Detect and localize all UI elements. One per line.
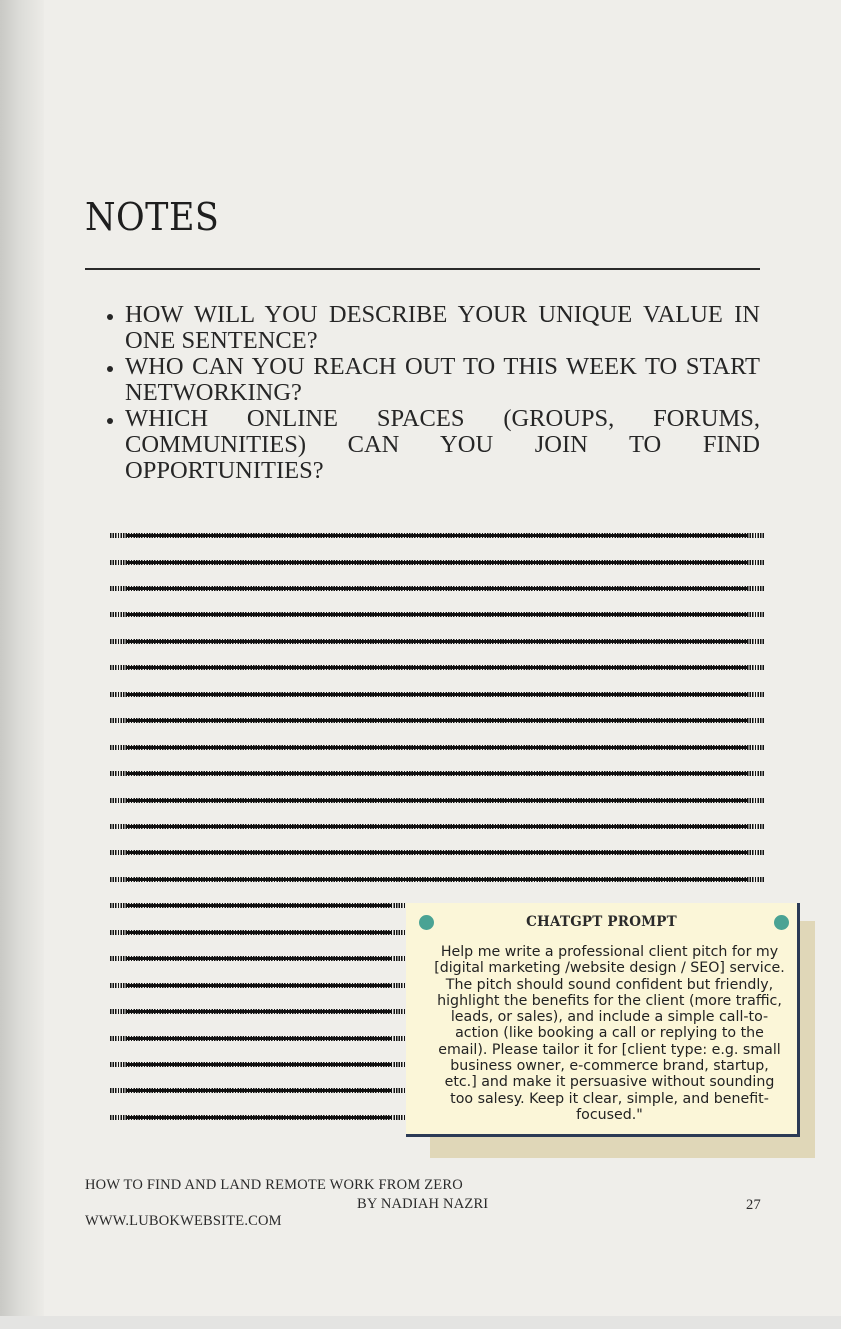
prompt-body: Help me write a professional client pitch for my [digital marketing /website design / SEO] service. The pitch should sound confident but friendly, highlight the benefits for the client (more traffic, leads, or sales), and include a simple call-to-action (like booking a call or replying to the email). Please tailor it for [client type: e.g. small business owner, e-commerce brand, startup, etc.] and make it persuasive without sounding too salesy. Keep it clear, simple, and benefit-focused." <box>434 944 785 1123</box>
writing-line <box>110 692 764 697</box>
page-number: 27 <box>746 1197 761 1213</box>
footer-website: WWW.LUBOKWEBSITE.COM <box>85 1213 282 1229</box>
writing-line <box>110 903 408 908</box>
writing-line <box>110 877 764 882</box>
writing-line <box>110 745 764 750</box>
writing-line <box>110 930 408 935</box>
writing-line <box>110 639 764 644</box>
page-title: NOTES <box>85 195 220 239</box>
writing-line <box>110 956 408 961</box>
prompt-title: CHATGPT PROMPT <box>526 914 677 930</box>
page-spine-shadow <box>0 0 44 1316</box>
question-list <box>85 302 760 484</box>
question-item: • WHICH ONLINE SPACES (GROUPS, FORUMS, COMMUNITIES) CAN YOU JOIN TO FIND OPPORTUNITIES? <box>125 406 760 484</box>
footer-author: BY NADIAH NAZRI <box>357 1196 489 1212</box>
writing-line <box>110 771 764 776</box>
writing-line <box>110 983 408 988</box>
writing-line <box>110 798 764 803</box>
writing-line <box>110 850 764 855</box>
writing-line <box>110 1115 408 1120</box>
chatgpt-prompt-card <box>406 903 800 1137</box>
writing-line <box>110 824 764 829</box>
writing-line <box>110 586 764 591</box>
writing-line <box>110 665 764 670</box>
writing-line <box>110 560 764 565</box>
question-item: • WHO CAN YOU REACH OUT TO THIS WEEK TO START NETWORKING? <box>125 354 760 406</box>
writing-line <box>110 612 764 617</box>
writing-line <box>110 1088 408 1093</box>
question-item: • HOW WILL YOU DESCRIBE YOUR UNIQUE VALUE IN ONE SENTENCE? <box>125 302 760 354</box>
writing-line <box>110 533 764 538</box>
page-bottom-edge <box>0 1316 841 1329</box>
title-divider <box>85 268 760 270</box>
writing-line <box>110 1009 408 1014</box>
writing-line <box>110 1036 408 1041</box>
writing-line <box>110 1062 408 1067</box>
writing-line <box>110 718 764 723</box>
footer-book-title: HOW TO FIND AND LAND REMOTE WORK FROM ZERO <box>85 1177 463 1193</box>
